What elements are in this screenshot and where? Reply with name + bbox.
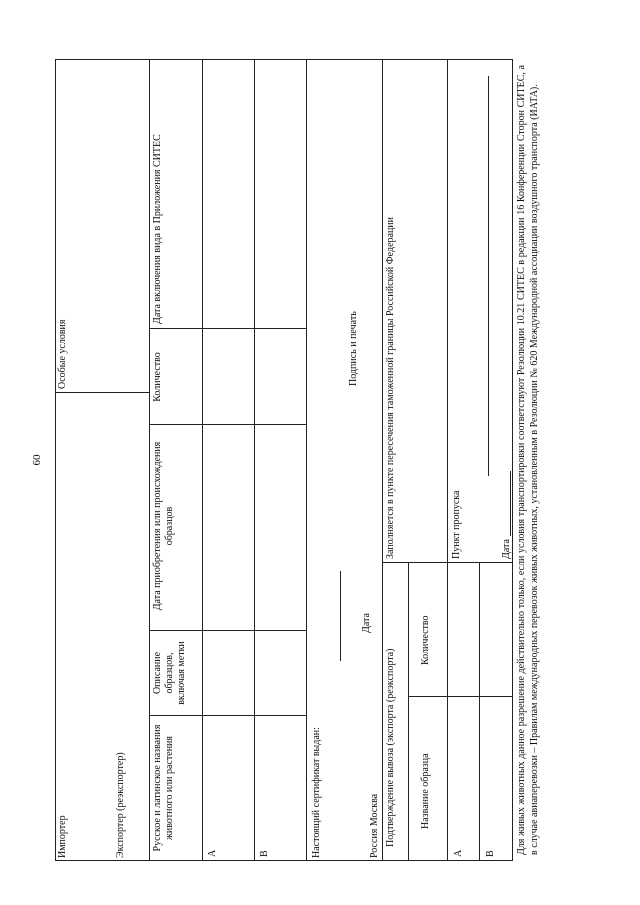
species-header-bottom — [202, 59, 203, 861]
transport-footnote: Для живых животных данное разрешение действительно только, если условия транспортировки соответствуют Резолюции 10.21 СИТЕС в редакции 16 Конференции Сторон СИТЕС, а в случае авиаперевозки – Правилам международных перевозок живых животных, установленным в Резолюции № 620 Международной ассоциации воздушного транспорта (ИАТА). — [516, 65, 540, 855]
col-divider-1 — [149, 715, 306, 716]
divider-importer — [55, 392, 149, 393]
frame-top — [55, 59, 56, 861]
export-row-a: А — [453, 849, 464, 857]
export-confirm-title: Подтверждение вывоза (экспорта (реэкспорта) — [385, 648, 396, 847]
header-appendix-date: Дата включения вида в Приложения СИТЕС — [152, 134, 163, 324]
sample-name-label: Название образца — [420, 753, 431, 829]
header-species-name: Русское и латинское названия животного или растения — [152, 724, 175, 852]
species-row-a: А — [207, 849, 218, 857]
export-header-line — [408, 563, 409, 861]
exporter-label: Экспортер (реэкспортер) — [115, 752, 126, 858]
cites-permit-form — [55, 59, 587, 861]
checkpoint-line — [488, 76, 489, 476]
export-section-top — [382, 59, 383, 861]
certificate-issued-label: Настоящий сертификат выдан: — [311, 727, 322, 858]
species-row-b: В — [259, 850, 270, 857]
special-conditions-label: Особые условия — [57, 319, 68, 389]
customs-border-title: Заполняется в пункте пересечения таможенной границы Российской Федерации — [385, 216, 396, 559]
col-divider-3 — [149, 424, 306, 425]
certificate-location: Россия Москва — [369, 793, 380, 858]
export-quantity-label: Количество — [420, 615, 431, 665]
species-table-bottom — [306, 59, 307, 861]
export-row-b: В — [485, 850, 496, 857]
checkpoint-label: Пункт пропуска — [451, 490, 462, 559]
certificate-sign-label: Подпись и печать — [348, 311, 359, 386]
certificate-date-label: Дата — [361, 613, 372, 633]
header-quantity: Количество — [152, 352, 163, 402]
header-description: Описание образцов, включая метки — [152, 641, 187, 705]
export-row-line-2 — [479, 563, 480, 861]
export-col-divider — [408, 696, 512, 697]
certificate-date-line — [340, 571, 341, 661]
species-row-divider — [254, 59, 255, 861]
border-date-label: Дата — [501, 539, 512, 559]
col-divider-2 — [149, 630, 306, 631]
page-number: 60 — [31, 454, 43, 466]
header-acquisition-date: Дата приобретения или происхождения образцов — [152, 441, 175, 611]
frame-right — [55, 59, 513, 60]
col-divider-4 — [149, 328, 306, 329]
species-table-top — [149, 59, 150, 861]
frame-left — [55, 860, 513, 861]
frame-bottom — [512, 59, 513, 861]
importer-label: Импортер — [57, 815, 68, 858]
border-date-line — [510, 471, 511, 536]
export-row-line-1 — [447, 59, 448, 861]
